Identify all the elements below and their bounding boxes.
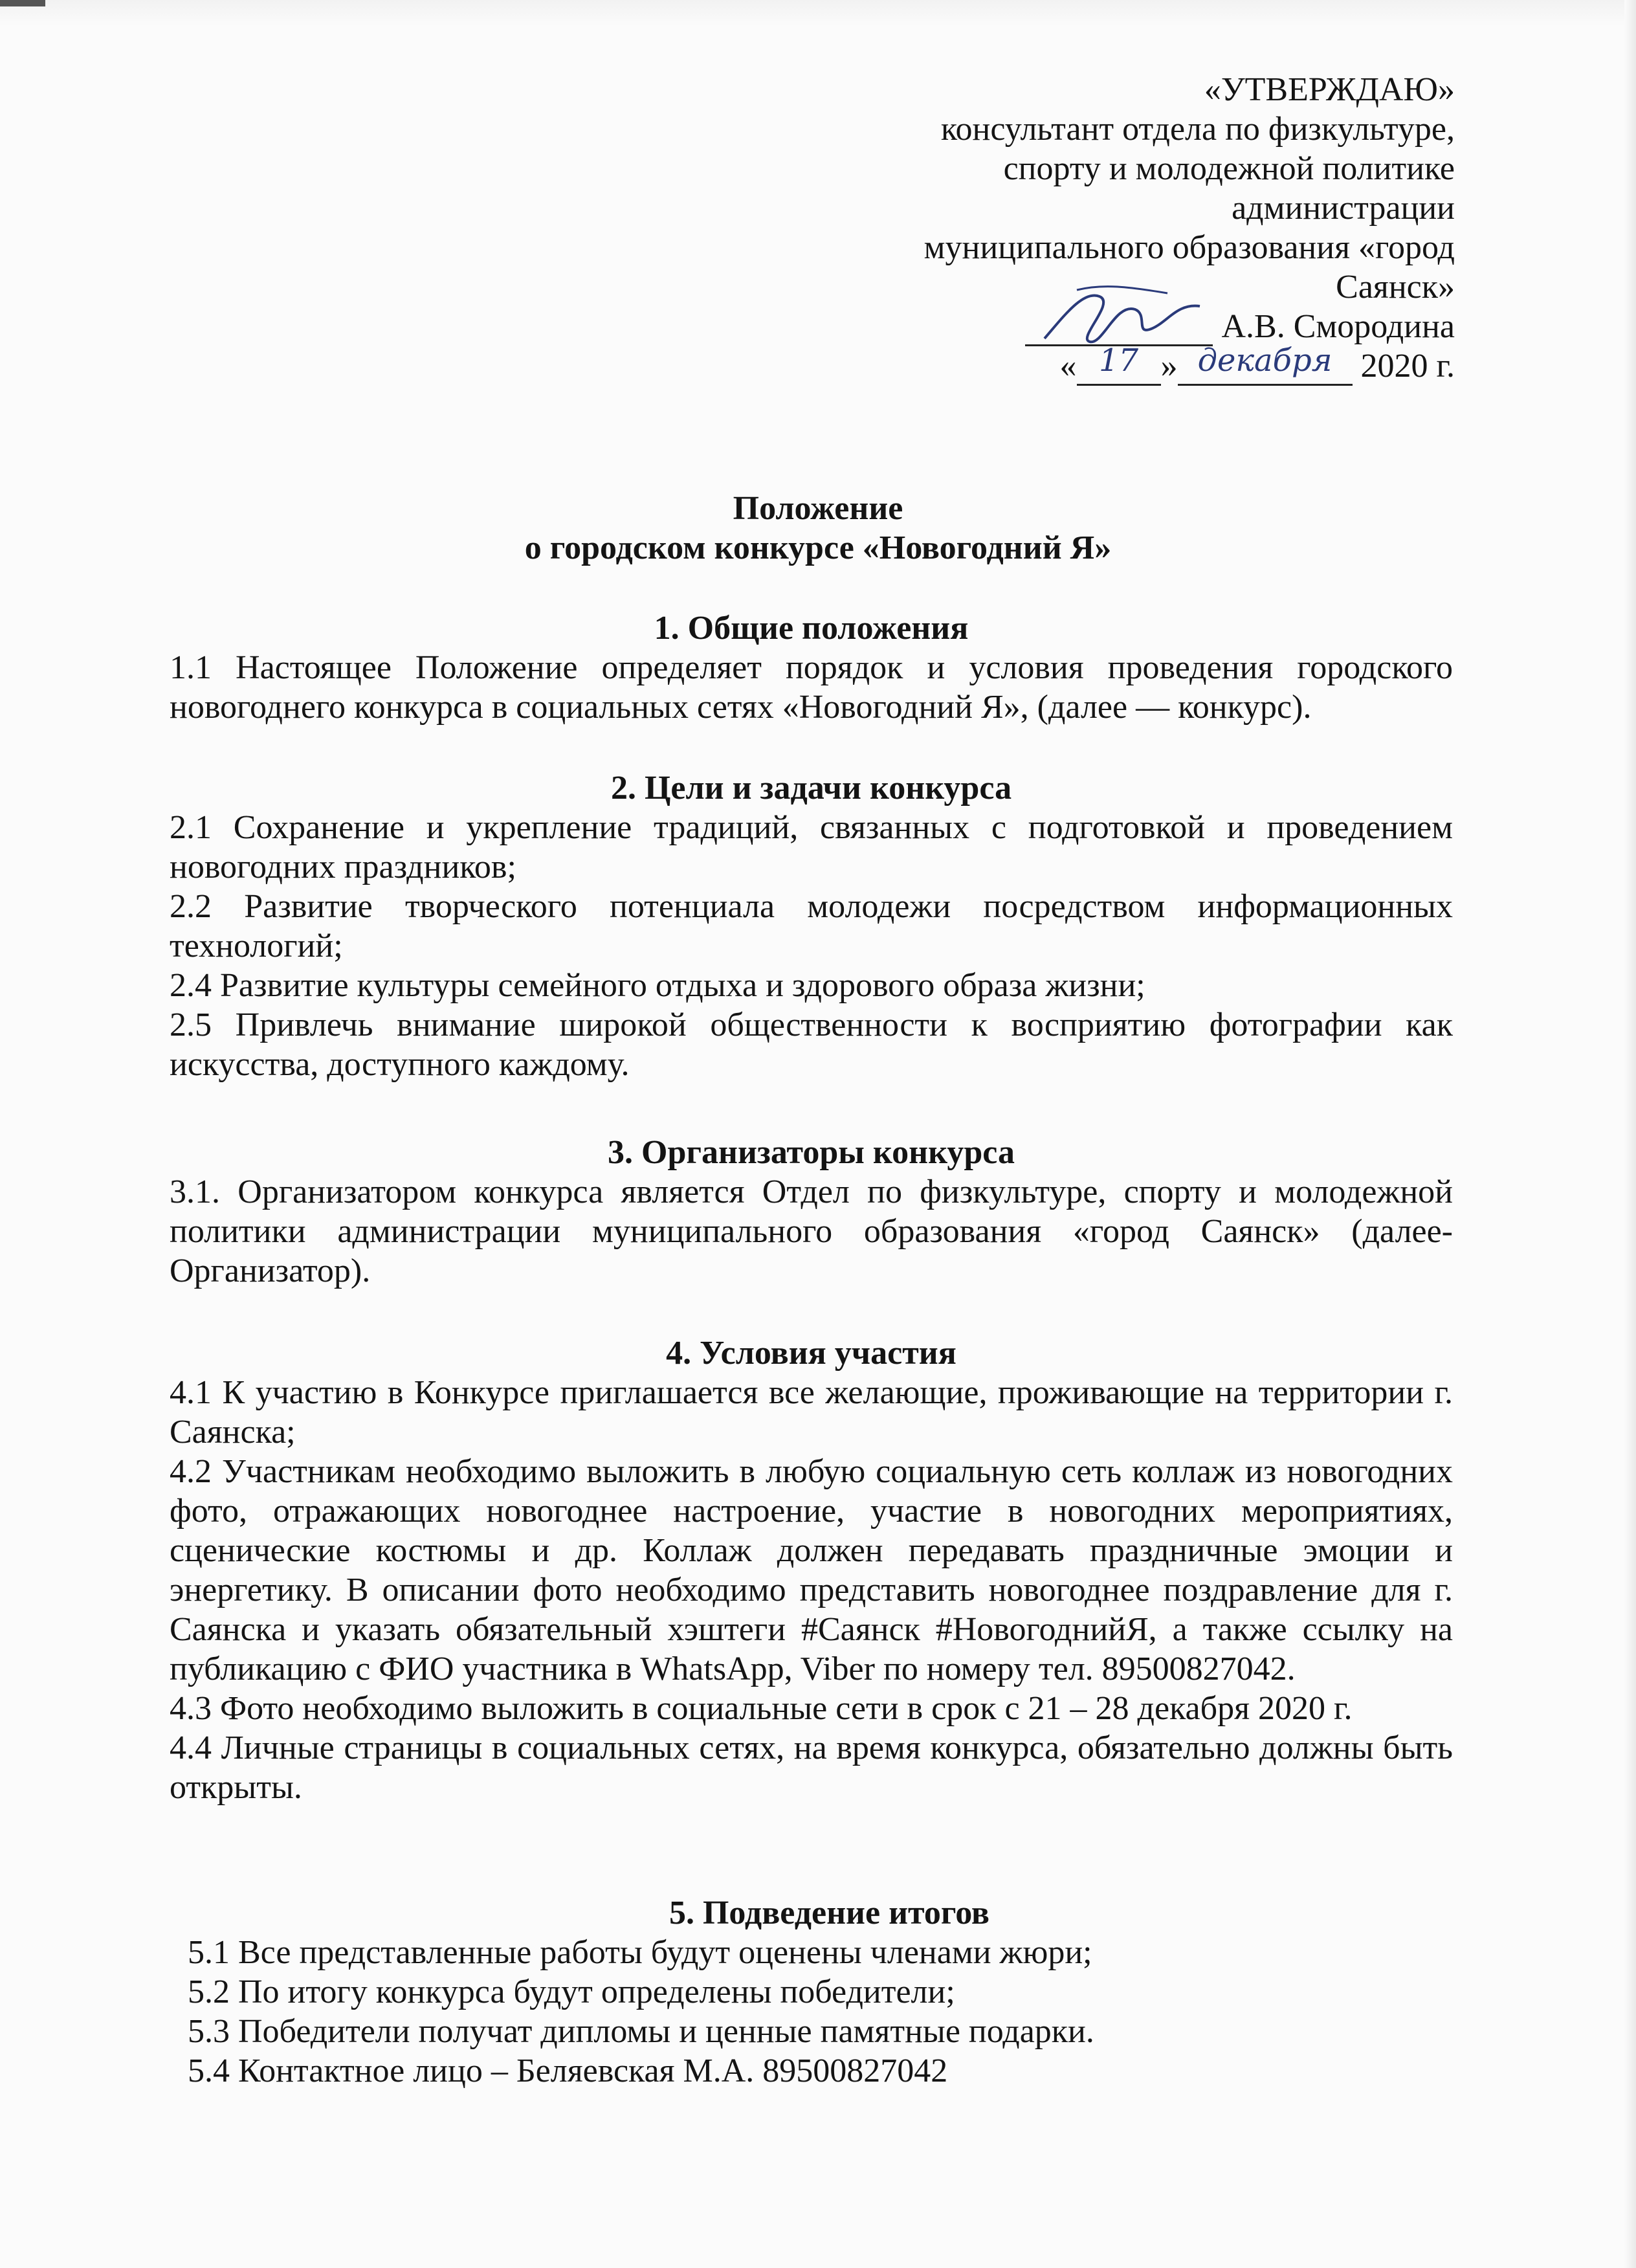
section-heading: 2. Цели и задачи конкурса [610, 770, 1012, 806]
approval-block [614, 70, 1455, 386]
scan-corner-mark [0, 0, 45, 6]
approval-position-line: муниципального образования «город [923, 229, 1455, 266]
title-line-2: о городском конкурсе «Новогодний Я» [524, 529, 1112, 566]
section-paragraph: 2.1 Сохранение и укрепление традиций, связанных с подготовкой и проведением новогодних праздников; [170, 809, 1453, 885]
section-paragraph: 4.2 Участникам необходимо выложить в любую социальную сеть коллаж из новогодних фото, отражающих новогоднее настроение, участие в новогодних мероприятиях, сценические костюмы и др. Коллаж должен передавать праздничные эмоции и энергетику. В описании фото необходимо представить новогоднее поздравление для г. Саянска и указать обязательный хэштеги #Саянск #НовогоднийЯ, а также ссылку на публикацию с ФИО участника в WhatsApp, Viber по номеру тел. 89500827042. [170, 1453, 1453, 1687]
date-day-field [1077, 342, 1161, 386]
scan-shadow-top [0, 0, 1636, 26]
approval-position-line: администрации [1232, 190, 1455, 227]
section-general [170, 608, 1453, 727]
section-conditions [170, 1333, 1453, 1807]
approval-position-line: Саянск» [1336, 269, 1455, 306]
section-heading: 4. Условия участия [666, 1335, 956, 1372]
section-paragraph: 4.3 Фото необходимо выложить в социальные сети в срок с 21 – 28 декабря 2020 г. [170, 1690, 1353, 1727]
section-heading: 1. Общие положения [654, 610, 969, 647]
date-month-field [1178, 342, 1353, 386]
section-goals [170, 768, 1453, 1084]
section-paragraph: 1.1 Настоящее Положение определяет порядок и условия проведения городского новогоднего конкурса в социальных сетях «Новогодний Я», (далее — конкурс). [170, 649, 1453, 726]
section-heading: 5. Подведение итогов [669, 1895, 990, 1931]
signature-row [614, 307, 1455, 346]
title-line-1: Положение [733, 490, 903, 527]
section-heading: 3. Организаторы конкурса [608, 1134, 1015, 1171]
section-paragraph: 2.5 Привлечь внимание широкой общественности к восприятию фотографии как искусства, доступного каждому. [170, 1006, 1453, 1083]
signatory-name: А.В. Смородина [1221, 308, 1455, 345]
section-paragraph: 3.1. Организатором конкурса является Отдел по физкультуре, спорту и молодежной политики администрации муниципального образования «город Саянск» (далее-Организатор). [170, 1173, 1453, 1289]
section-paragraph: 2.2 Развитие творческого потенциала молодежи посредством информационных технологий; [170, 888, 1453, 964]
section-paragraph: 5.1 Все представленные работы будут оценены членами жюри; [188, 1934, 1092, 1971]
section-organizers [170, 1133, 1453, 1291]
section-paragraph: 4.1 К участию в Конкурсе приглашается все желающие, проживающие на территории г. Саянска; [170, 1374, 1453, 1451]
section-paragraph: 2.4 Развитие культуры семейного отдыха и здорового образа жизни; [170, 967, 1145, 1004]
scan-shadow-right [1624, 0, 1636, 2268]
date-quote-open: « [1059, 348, 1077, 384]
approval-position-line: спорту и молодежной политике [1003, 150, 1455, 187]
section-paragraph: 5.4 Контактное лицо – Беляевская М.А. 89500827042 [188, 2052, 948, 2089]
date-month-handwritten: декабря [1197, 342, 1332, 379]
section-paragraph: 5.2 По итогу конкурса будут определены победители; [188, 1973, 955, 2010]
section-results [188, 1893, 1471, 2091]
date-year: 2020 г. [1360, 348, 1455, 384]
approval-header: «УТВЕРЖДАЮ» [1204, 71, 1455, 108]
section-paragraph: 4.4 Личные страницы в социальных сетях, на время конкурса, обязательно должны быть открыты. [170, 1729, 1453, 1806]
section-paragraph: 5.3 Победители получат дипломы и ценные памятные подарки. [188, 2013, 1094, 2050]
document-title [0, 489, 1636, 568]
date-quote-close: » [1160, 348, 1178, 384]
approval-date [614, 342, 1455, 386]
approval-position-line: консультант отдела по физкультуре, [940, 111, 1455, 148]
date-day-handwritten: 17 [1098, 342, 1139, 379]
